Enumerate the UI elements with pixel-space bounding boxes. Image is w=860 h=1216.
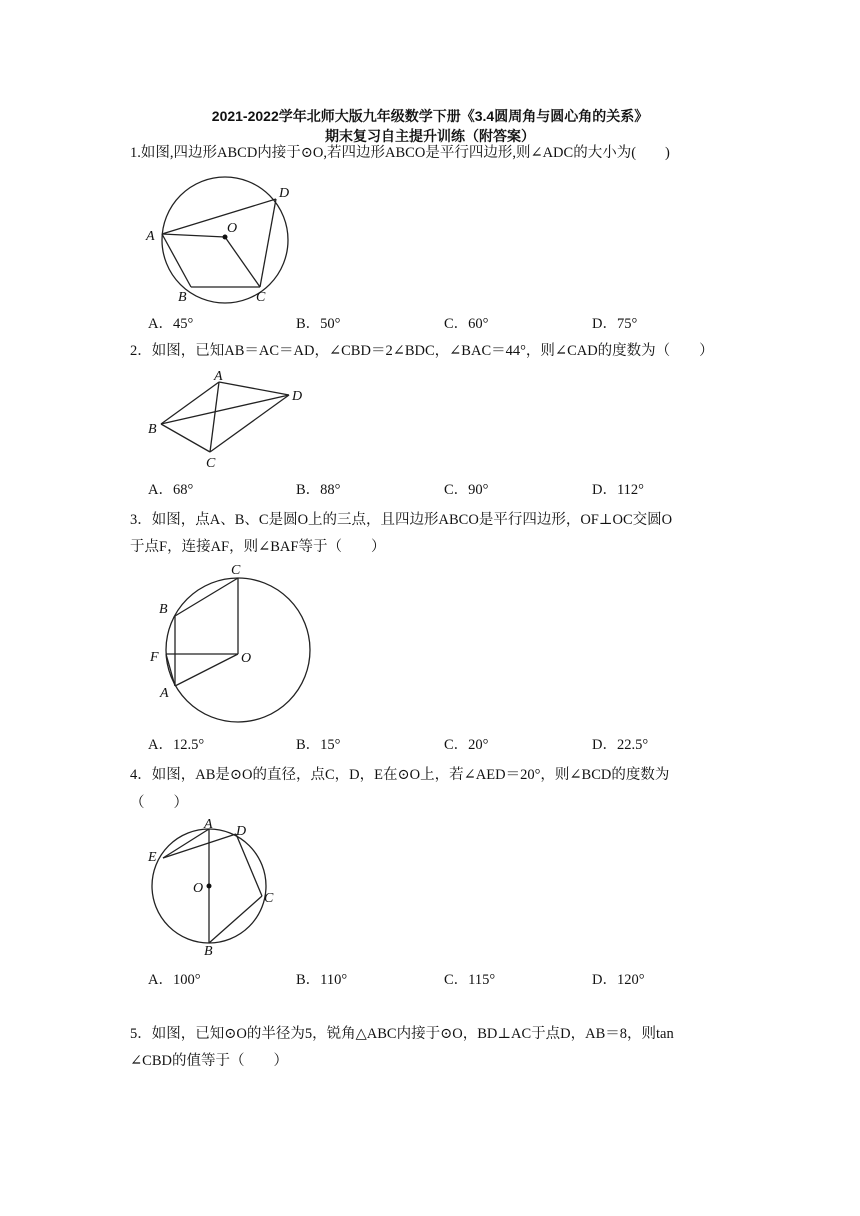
q1-label-a: A bbox=[146, 229, 155, 244]
question-3-options bbox=[148, 733, 748, 753]
q1-option-b[interactable]: B．50° bbox=[296, 316, 341, 332]
q1-label-d: D bbox=[279, 186, 290, 201]
q3-label-c: C bbox=[231, 563, 241, 578]
question-1-options bbox=[148, 312, 748, 332]
question-3-figure bbox=[145, 560, 315, 725]
q4-option-b[interactable]: B．110° bbox=[296, 972, 348, 988]
q3-label-o: O bbox=[241, 651, 252, 666]
question-2-options bbox=[148, 478, 748, 498]
question-4-figure bbox=[145, 815, 275, 960]
question-5-line1: 5．如图，已知⊙O的半径为5，锐角△ABC内接于⊙O，BD⊥AC于点D，AB＝8，则tan bbox=[130, 1026, 674, 1042]
q3-label-a: A bbox=[160, 686, 169, 701]
q3-option-b[interactable]: B．15° bbox=[296, 737, 341, 753]
q4-label-c: C bbox=[264, 891, 274, 906]
q2-label-c: C bbox=[206, 456, 216, 471]
q2-label-d: D bbox=[292, 389, 303, 404]
q4-option-a[interactable]: A．100° bbox=[148, 972, 201, 988]
q3-option-d[interactable]: D．22.5° bbox=[592, 737, 649, 753]
q1-label-o: O bbox=[227, 221, 238, 236]
q3-option-c[interactable]: C．20° bbox=[444, 737, 489, 753]
page-title-line2: 期末复习自主提升训练（附答案） bbox=[325, 128, 535, 144]
page-title-line1: 2021-2022学年北师大版九年级数学下册《3.4圆周角与圆心角的关系》 bbox=[211, 108, 649, 124]
q4-option-c[interactable]: C．115° bbox=[444, 972, 496, 988]
q4-label-o: O bbox=[193, 881, 204, 896]
question-3-line1: 3．如图，点A、B、C是圆O上的三点，且四边形ABCO是平行四边形，OF⊥OC交圆O bbox=[130, 512, 673, 528]
q1-option-a[interactable]: A．45° bbox=[148, 316, 194, 332]
question-1-figure bbox=[140, 180, 300, 310]
q1-option-c[interactable]: C．60° bbox=[444, 316, 489, 332]
q3-label-b: B bbox=[159, 602, 168, 617]
q4-label-d: D bbox=[236, 824, 247, 839]
q1-label-c: C bbox=[256, 290, 266, 305]
q1-option-d[interactable]: D．75° bbox=[592, 316, 638, 332]
question-5-line2: ∠CBD的值等于（ ） bbox=[130, 1053, 288, 1069]
q2-label-a: A bbox=[214, 369, 223, 384]
question-1-text: 1.如图,四边形ABCD内接于⊙O,若四边形ABCO是平行四边形,则∠ADC的大小为( ) bbox=[130, 145, 670, 161]
q4-label-a: A bbox=[204, 817, 213, 832]
question-3-line2: 于点F，连接AF，则∠BAF等于（ ） bbox=[130, 539, 386, 555]
q4-label-b: B bbox=[204, 944, 213, 959]
q1-label-b: B bbox=[178, 290, 187, 305]
q4-label-e: E bbox=[148, 850, 157, 865]
q2-option-d[interactable]: D．112° bbox=[592, 482, 644, 498]
question-4-line2: （ ） bbox=[130, 795, 188, 811]
q4-option-d[interactable]: D．120° bbox=[592, 972, 645, 988]
q2-option-c[interactable]: C．90° bbox=[444, 482, 489, 498]
question-2-figure bbox=[145, 368, 315, 470]
q2-option-b[interactable]: B．88° bbox=[296, 482, 341, 498]
q2-option-a[interactable]: A．68° bbox=[148, 482, 194, 498]
q2-label-b: B bbox=[148, 422, 157, 437]
question-2-text: 2．如图，已知AB＝AC＝AD，∠CBD＝2∠BDC，∠BAC＝44°，则∠CAD的度数为（ ） bbox=[130, 343, 714, 359]
q3-option-a[interactable]: A．12.5° bbox=[148, 737, 205, 753]
q3-label-f: F bbox=[150, 650, 159, 665]
question-4-line1: 4．如图，AB是⊙O的直径，点C，D，E在⊙O上，若∠AED＝20°，则∠BCD的度数为 bbox=[130, 767, 670, 783]
question-4-options bbox=[148, 968, 748, 988]
